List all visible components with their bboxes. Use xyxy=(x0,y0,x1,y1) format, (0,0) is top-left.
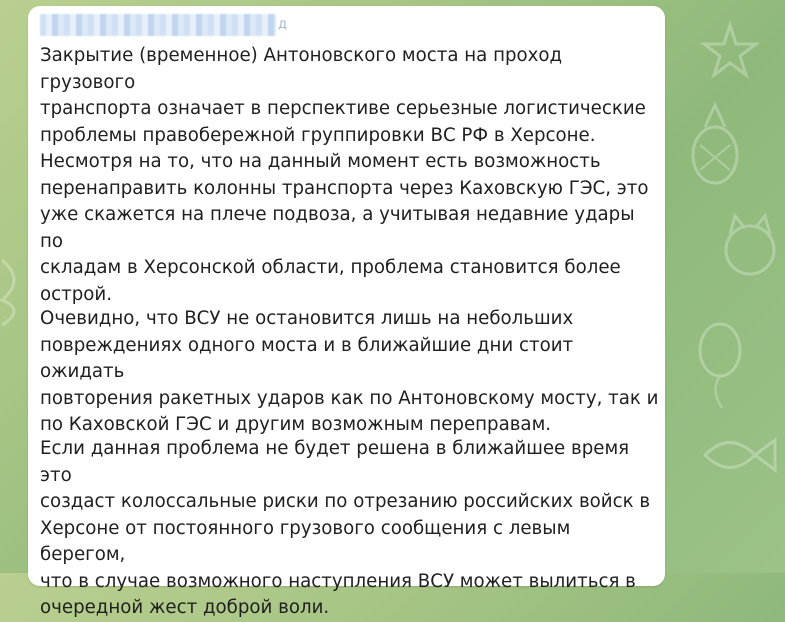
sender-name-redacted[interactable] xyxy=(40,14,287,36)
redaction-blur xyxy=(40,14,276,36)
star-doodle-icon xyxy=(700,20,760,80)
message-bubble[interactable] xyxy=(28,6,665,618)
butterfly-doodle-icon xyxy=(0,250,28,330)
message-paragraph-1: Закрытие (временное) Антоновского моста на проход грузового транспорта означает в перспективе серьезные логистические проблемы правобережной группировки ВС РФ в Херсоне. xyxy=(40,45,646,146)
fish-doodle-icon xyxy=(700,430,780,480)
cat-doodle-icon xyxy=(715,210,785,290)
message-paragraph-3: Очевидно, что ВСУ не остановится лишь на небольших повреждениях одного моста и в ближайшие дни стоит ожидать повторения ракетных ударов как по Антоновскому мосту, так и по Каховской ГЭС и другим возможным переправам. xyxy=(40,308,659,435)
message-paragraph-4: Если данная проблема не будет решена в ближайшее время это создаст колоссальные риски по отрезанию российских войск в Херсоне от постоянного грузового сообщения с левым берегом, что в случае возможного наступления ВСУ может вылиться в очередной жест доброй воли. xyxy=(40,438,651,618)
balloon-doodle-icon xyxy=(690,320,750,410)
pineapple-doodle-icon xyxy=(680,100,750,190)
sender-name-tail: д xyxy=(278,17,287,32)
message-paragraph-2: Несмотря на то, что на данный момент есть возможность перенаправить колонны транспорта через Каховскую ГЭС, это уже скажется на плече подвоза, а учитывая недавние удары по складам в Херсонской области, проблема становится более острой. xyxy=(40,151,649,305)
